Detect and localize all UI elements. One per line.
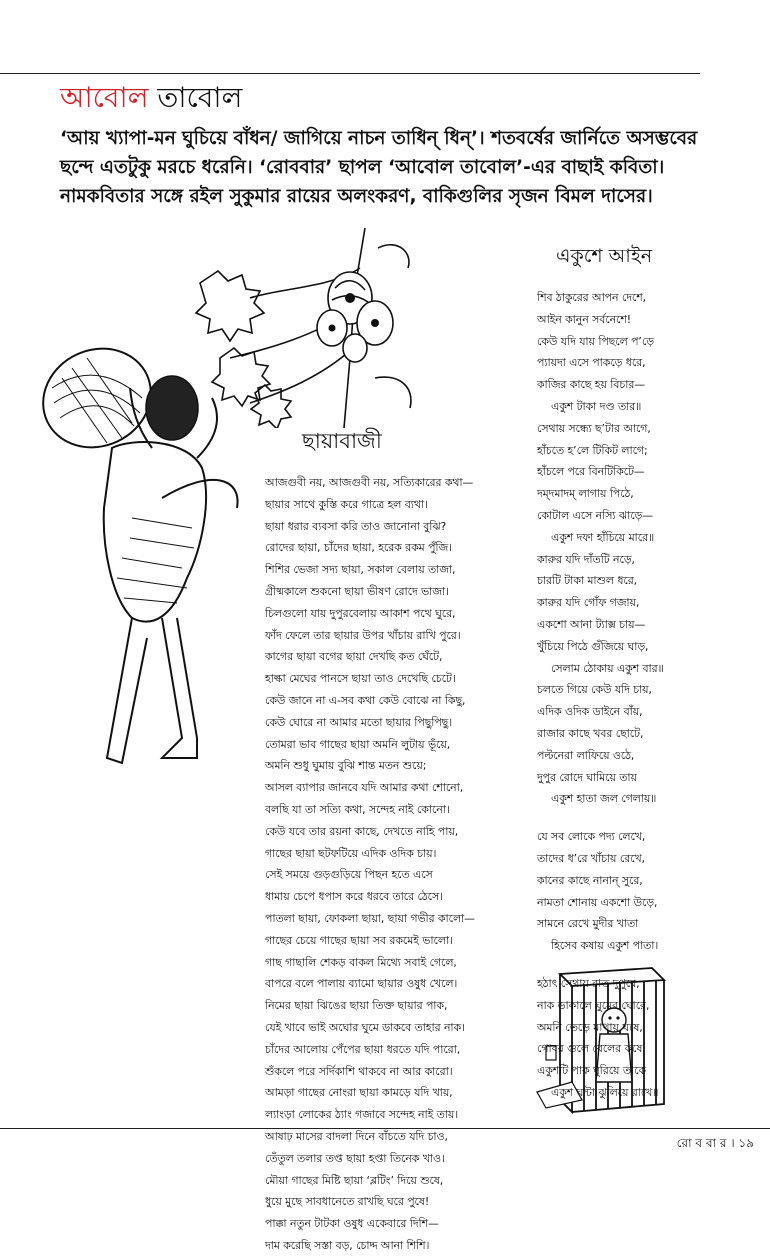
poem1-line: মৌয়া গাছের মিষ্টি ছায়া ‘ব্লটিং’ দিয়ে শুষে,	[265, 1173, 444, 1187]
poem2-line: যে সব লোকে পদ্য লেখে,	[537, 830, 646, 844]
poem2-line: কানের কাছে নানান্ সুরে,	[537, 873, 643, 887]
intro-paragraph	[60, 124, 700, 211]
stanza-gap	[537, 957, 664, 973]
poem2-body	[537, 287, 664, 1104]
poem1-line: যেই খাবে ভাই অঘোর ঘুমে ডাকবে তাহার নাক।	[265, 1020, 465, 1034]
poem1-line: কেউ যবে তার রয়না কাছে, দেখতে নাহি পায়,	[265, 824, 459, 838]
poem2-title: একুশে আইন	[556, 245, 653, 267]
poem2-line: আইন কানুন সর্বনেশে!	[537, 312, 632, 326]
poem2-line: একুশ হাতা জল গেলায়॥	[551, 792, 657, 806]
poem1-line: নিমের ছায়া ঝিঙের ছায়া তিক্ত ছায়ার পাক,	[265, 999, 448, 1013]
poem1-line: চিলগুলো যায় দুপুরবেলায় আকাশ পথে ঘুরে,	[265, 606, 456, 620]
poem1-line: তোমরা ভাব গাছের ছায়া অমনি লুটায় ভূঁয়ে,	[265, 737, 451, 751]
poem1-line: কেউ জানে না এ-সব কথা কেউ বোঝে না কিছু,	[265, 693, 466, 707]
poem1-line: বাপরে বলে পালায় ব্যামো ছায়ার ওষুধ খেলে।	[265, 977, 458, 991]
man-with-basket-illustration	[12, 318, 267, 788]
poem2-line: দুপুর রোদে ঘামিয়ে তায়	[537, 770, 637, 784]
poem2-line: হিসেব কষায় একুশ পাতা।	[551, 939, 659, 953]
poem1-line: রোদের ছায়া, চাঁদের ছায়া, হরেক রকম পুঁজি।	[265, 541, 453, 555]
poem1-line: শিশির ভেজা সদ্য ছায়া, সকাল বেলায় তাজা,	[265, 563, 456, 577]
poem2-line: অমনি তেড়ে মাথায় ঘষে,	[537, 1020, 643, 1034]
title-word-red: আবোল	[60, 81, 149, 114]
poem2-line: কারুর যদি গোঁফ গজায়,	[537, 596, 640, 610]
poem1-body	[265, 472, 475, 1257]
poem2-line: এদিক ওদিক ডাইনে বাঁয়,	[537, 705, 643, 719]
poem2-line: গোবর গুলে বেলের কষে,	[537, 1042, 646, 1056]
poem2-line: চলতে গিয়ে কেউ যদি চায়,	[537, 683, 652, 697]
poem2-line: একুশটি পাক ঘুরিয়ে তাকে	[537, 1064, 646, 1078]
poem2-line: চারটি টাকা মাশুল ধরে,	[537, 574, 638, 588]
poem2-line: একুশ ঘন্টা ঝুলিয়ে রাখে॥	[551, 1085, 659, 1099]
poem1-line: গ্রীষ্মকালে শুকনো ছায়া ভীষণ রোদে ভাজা।	[265, 584, 449, 598]
poem1-line: পাক্কা নতুন টাটকা ওষুধ একেবারে দিশি—	[265, 1217, 439, 1231]
poem2-line: হাঁচলে পরে বিনটিকিটে—	[537, 465, 645, 479]
poem1-line: ধুয়ে মুছে সাবধানেতে রাখছি ঘরে পুষে!	[265, 1195, 430, 1209]
stanza-gap	[537, 810, 664, 826]
poem2-line: রাজার কাছে খবর ছোটে,	[537, 726, 644, 740]
intro-line: ছন্দে এতটুকু মরচে ধরেনি। ‘রোববার’ ছাপল ‘আবোল তাবোল’-এর বাছাই কবিতা।	[60, 157, 665, 178]
top-rule	[0, 73, 700, 74]
poem2-line: সেলাম ঠোকায় একুশ বার॥	[551, 661, 664, 675]
poem2-line: শিব ঠাকুরের আপন দেশে,	[537, 291, 647, 304]
poem1-line: ছায়ার সাথে কুস্তি করে গাত্রে হল ব্যথা।	[265, 497, 428, 511]
poem1-line: ল্যাংড়া লোকের ঠ্যাং গজাবে সন্দেহ নাই তায়।	[265, 1108, 459, 1122]
poem2-line: কারুর যদি দাঁতটি নড়ে,	[537, 552, 635, 566]
poem1-line: চাঁদের আলোয় পেঁপের ছায়া ধরতে যদি পারো,	[265, 1042, 461, 1056]
poem1-line: ফাঁদ ফেলে তার ছায়ার উপর খাঁচায় রাখি পুরে।	[265, 628, 461, 642]
intro-line: নামকবিতার সঙ্গে রইল সুকুমার রায়ের অলংকরণ, বাকিগুলির সৃজন বিমল দাসের।	[60, 186, 653, 207]
poem1-line: গাছের ছায়া ছটফটিয়ে এদিক ওদিক চায়।	[265, 846, 437, 860]
poem2-line: কোটাল এসে নস্যি ঝাড়ে—	[537, 508, 654, 522]
poem2-line: কেউ যদি যায় পিছলে প’ড়ে	[537, 334, 654, 348]
poem1-line: হাল্কা মেঘের পানসে ছায়া তাও দেখেছি চেটে।	[265, 672, 456, 686]
title-word-black: তাবোল	[157, 81, 243, 114]
page-title	[60, 80, 242, 116]
poem2-line: কাজির কাছে হয় বিচার—	[537, 378, 646, 392]
poem1-line: ছায়া ধরার ব্যবসা করি তাও জানোনা বুঝি?	[265, 519, 447, 533]
poem1-line: পাতলা ছায়া, ফোকলা ছায়া, ছায়া গভীর কালো—	[265, 911, 475, 925]
poem2-line: নাক ডাকালে ঘুমের ঘোরে,	[537, 998, 650, 1012]
intro-line: ‘আয় খ্যাপা-মন ঘুচিয়ে বাঁধন/ জাগিয়ে নাচন তাধিন্ ধিন্’। শতবর্ষের জার্নিতে অসম্ভবের	[60, 128, 698, 149]
poem1-line: শুঁকলে পরে সর্দিকাশি থাকবে না আর কারো।	[265, 1064, 453, 1078]
poem1-line: আজগুবী নয়, আজগুবী নয়, সত্যিকারের কথা—	[265, 476, 474, 489]
poem1-line: অমনি শুধু ঘুমায় বুঝি শান্ত মতন শুয়ে;	[265, 759, 427, 773]
bottom-rule	[0, 1128, 770, 1129]
poem1-line: গাছ গাছালি শেকড় বাকল মিথ্যে সবাই গেলে,	[265, 955, 457, 969]
poem2-line: তাদের ধ’রে খাঁচায় রেখে,	[537, 851, 646, 865]
poem2-line: হঠাৎ সেথায় রাত দুপুরে,	[537, 976, 640, 990]
poem1-line: গাছের চেয়ে গাছের ছায়া সব রকমেই ভালো।	[265, 933, 453, 947]
poem2-line: দম্‌দমাদম্ লাগায় পিঠে,	[537, 487, 634, 501]
poem2-line: একুশ টাকা দণ্ড তার॥	[551, 399, 642, 413]
poem2-line: একুশ দফা হাঁচিয়ে মারে॥	[551, 530, 655, 544]
poem1-line: কেউ ঘোরে না আমার মতো ছায়ার পিছুপিছু।	[265, 715, 453, 729]
poem2-line: নামতা শোনায় একশো উড়ে,	[537, 895, 658, 909]
poem1-line: সেই সময়ে গুড়গুড়িয়ে পিছন হতে এসে	[265, 868, 433, 882]
poem1-title: ছায়াবাজী	[302, 429, 382, 453]
poem1-line: আমড়া গাছের নোংরা ছায়া কামড়ে যদি খায়,	[265, 1086, 453, 1100]
poem2-line: একশো আনা ট্যাক্স চায়—	[537, 617, 646, 631]
poem1-line: আসল ব্যাপার জানবে যদি আমার কথা শোনো,	[265, 781, 464, 795]
poem1-line: বলছি যা তা সত্যি কথা, সন্দেহ নাই কোনো।	[265, 802, 450, 816]
poem1-line: ধামায় চেপে ধপাস করে ধরবে তারে ঠেসে।	[265, 890, 443, 904]
poem1-line: দাম করেছি সস্তা বড়, চোদ্দ আনা শিশি।	[265, 1238, 430, 1252]
poem1-line: আষাঢ় মাসের বাদলা দিনে বাঁচতে যদি চাও,	[265, 1129, 448, 1143]
poem2-line: হাঁচতে হ’লে টিকিট লাগে;	[537, 443, 648, 457]
poem2-line: সামনে রেখে মুদীর খাতা	[537, 917, 639, 931]
page-number: রো ব বা র । ১৯	[676, 1136, 754, 1150]
poem1-line: তেঁতুল তলার তপ্ত ছায়া হপ্তা তিনেক খাও।	[265, 1151, 445, 1165]
poem2-line: প্যায়দা এসে পাকড়ে ধরে,	[537, 356, 646, 370]
poem1-line: কাগের ছায়া বগের ছায়া দেখছি কত ঘেঁটে,	[265, 650, 443, 664]
poem2-line: সেথায় সন্ধ্যে ছ’টার আগে,	[537, 421, 651, 435]
poem2-line: খুঁচিয়ে পিঠে গুঁজিয়ে ঘাড়,	[537, 639, 649, 653]
poem2-line: পল্টনেরা লাফিয়ে ওঠে,	[537, 748, 635, 762]
